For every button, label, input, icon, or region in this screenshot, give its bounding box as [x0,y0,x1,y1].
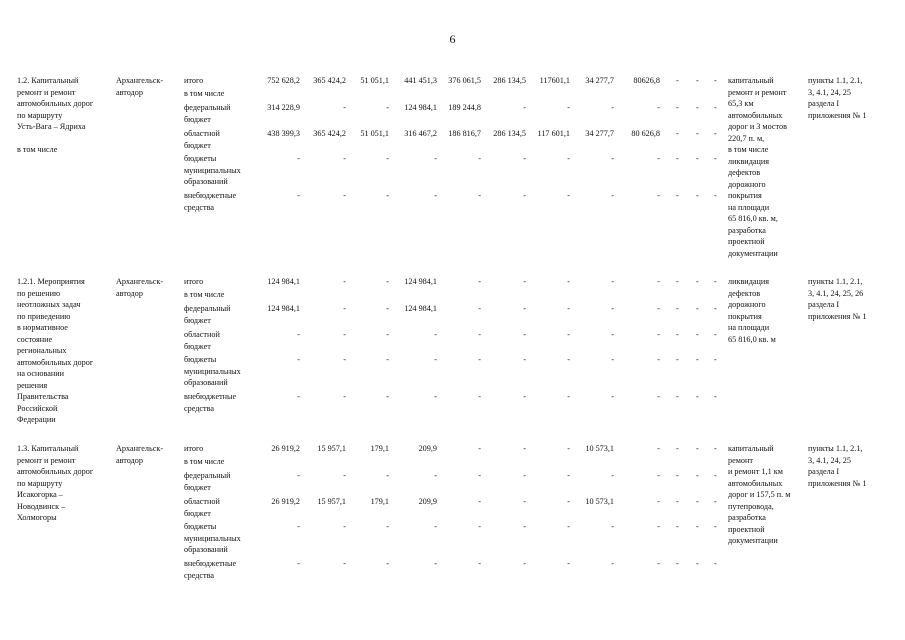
funding-value: - [676,355,679,364]
funding-value: 117 601,1 [537,129,570,138]
funding-value: - [567,522,570,531]
funding-value: 124 984,1 [267,277,300,286]
funding-value: - [523,444,526,453]
funding-source: федеральный бюджет [184,471,231,492]
funding-value: - [343,103,346,112]
funding-value: - [676,559,679,568]
funding-value: - [714,76,717,85]
funding-source: областной бюджет [184,330,220,351]
funding-value: - [696,559,699,568]
funding-value: - [611,559,614,568]
funding-source: итого [184,277,204,286]
funding-value: - [676,103,679,112]
expected-result: капитальный ремонт и ремонт 65,3 км автомобильных дорог и 3 мостов 220,7 п. м, в том числе ликвидация дефектов дорожного покрытия на площади 65 816,0 кв. м, разработка проектной документации [728,76,787,258]
funding-value: - [523,304,526,313]
funding-value: 365 424,2 [313,129,346,138]
funding-value: 80 626,8 [631,129,660,138]
funding-source: бюджеты муниципальных образований [184,355,241,387]
funding-value: - [478,444,481,453]
funding-value: - [611,330,614,339]
funding-value: 124 984,1 [404,277,437,286]
funding-value: - [386,330,389,339]
funding-value: 179,1 [370,444,389,453]
expected-result: ликвидация дефектов дорожного покрытия на площади 65 816,0 кв. м [728,277,776,344]
funding-source: внебюджетные средства [184,559,237,580]
funding-source: итого [184,444,204,453]
funding-value: 124 984,1 [404,304,437,313]
funding-value: - [696,129,699,138]
funding-value: - [567,103,570,112]
funding-value: - [657,471,660,480]
funding-value: - [657,330,660,339]
funding-value: - [696,392,699,401]
funding-value: - [611,191,614,200]
funding-value: 438 399,3 [267,129,300,138]
funding-value: 752 628,2 [267,76,300,85]
funding-value: - [478,497,481,506]
funding-value: - [343,559,346,568]
funding-value: 10 573,1 [585,497,614,506]
funding-value: - [297,191,300,200]
funding-value: - [714,444,717,453]
funding-value: 34 277,7 [585,76,614,85]
funding-value: - [696,471,699,480]
funding-value: - [567,191,570,200]
funding-value: - [567,277,570,286]
funding-value: - [611,103,614,112]
funding-value: 286 134,5 [493,129,526,138]
funding-value: 15 957,1 [317,497,346,506]
funding-value: - [611,355,614,364]
funding-value: - [478,330,481,339]
funding-value: - [696,522,699,531]
funding-value: 286 134,5 [493,76,526,85]
funding-value: - [434,471,437,480]
funding-value: 316 467,2 [404,129,437,138]
funding-value: - [676,392,679,401]
funding-value: - [434,191,437,200]
funding-value: - [657,392,660,401]
funding-value: - [297,471,300,480]
funding-value: - [343,304,346,313]
funding-value: - [567,154,570,163]
funding-value: - [343,471,346,480]
funding-value: - [523,330,526,339]
funding-value: - [611,471,614,480]
funding-value: - [386,559,389,568]
funding-value: - [657,522,660,531]
executor: Архангельск- автодор [116,444,164,465]
funding-value: - [386,191,389,200]
funding-value: - [478,304,481,313]
funding-value: - [434,392,437,401]
funding-value: - [523,154,526,163]
funding-value: - [676,522,679,531]
funding-value: - [696,355,699,364]
funding-value: - [714,471,717,480]
funding-value: - [567,471,570,480]
funding-source: внебюджетные средства [184,392,237,413]
funding-value: - [297,559,300,568]
funding-value: - [523,277,526,286]
funding-value: - [297,355,300,364]
funding-value: 209,9 [418,444,437,453]
funding-value: 441 451,3 [404,76,437,85]
linked-points: пункты 1.1, 2.1, 3, 4.1, 24, 25 раздела I приложения № 1 [808,444,867,488]
funding-source: в том числе [184,89,225,98]
executor: Архангельск- автодор [116,76,164,97]
funding-source: областной бюджет [184,129,220,150]
executor: Архангельск- автодор [116,277,164,298]
funding-value: - [657,103,660,112]
funding-value: - [478,522,481,531]
funding-value: - [523,355,526,364]
funding-value: - [297,154,300,163]
funding-value: - [676,129,679,138]
funding-value: 209,9 [418,497,437,506]
funding-value: - [567,559,570,568]
funding-value: - [696,103,699,112]
funding-value: - [478,191,481,200]
funding-value: - [696,277,699,286]
funding-value: - [386,522,389,531]
funding-value: - [611,154,614,163]
funding-value: - [434,355,437,364]
funding-value: - [676,444,679,453]
funding-value: - [657,497,660,506]
funding-value: - [386,355,389,364]
funding-value: - [611,392,614,401]
funding-value: - [696,191,699,200]
funding-source: бюджеты муниципальных образований [184,522,241,554]
funding-value: - [478,559,481,568]
funding-value: - [434,330,437,339]
funding-value: - [676,154,679,163]
funding-value: - [657,444,660,453]
funding-value: - [434,154,437,163]
funding-value: - [567,355,570,364]
funding-value: 34 277,7 [585,129,614,138]
funding-value: - [343,330,346,339]
funding-value: - [714,392,717,401]
funding-value: 186 816,7 [448,129,481,138]
funding-value: - [567,392,570,401]
funding-value: - [657,154,660,163]
funding-value: - [386,277,389,286]
funding-value: - [611,277,614,286]
funding-value: - [714,355,717,364]
funding-source: федеральный бюджет [184,304,231,325]
funding-value: - [676,497,679,506]
funding-value: - [611,304,614,313]
funding-value: 26 919,2 [271,497,300,506]
funding-value: - [386,103,389,112]
funding-value: - [714,330,717,339]
funding-source: федеральный бюджет [184,103,231,124]
funding-value: - [434,522,437,531]
funding-value: - [657,277,660,286]
funding-value: - [297,522,300,531]
funding-source: в том числе [184,290,225,299]
funding-value: - [386,392,389,401]
funding-value: - [343,191,346,200]
activity-name: 1.2. Капитальный ремонт и ремонт автомобильных дорог по маршруту Усть-Вага – Ядриха в том числе [17,76,94,154]
funding-value: - [676,471,679,480]
funding-value: 314 228,9 [267,103,300,112]
funding-value: - [676,304,679,313]
funding-value: - [696,76,699,85]
funding-value: - [714,277,717,286]
expected-result: капитальный ремонт и ремонт 1,1 км автомобильных дорог и 157,5 п. м путепровода, разработка проектной документации [728,444,791,545]
funding-value: - [523,103,526,112]
funding-value: - [343,355,346,364]
funding-value: - [657,355,660,364]
funding-value: - [523,522,526,531]
funding-value: - [714,129,717,138]
funding-value: - [478,392,481,401]
funding-value: - [434,559,437,568]
funding-value: - [343,154,346,163]
funding-value: 10 573,1 [585,444,614,453]
funding-value: - [696,330,699,339]
funding-value: 124 984,1 [404,103,437,112]
funding-value: - [676,277,679,286]
funding-value: 189 244,8 [448,103,481,112]
funding-value: - [714,304,717,313]
funding-value: 365 424,2 [313,76,346,85]
funding-value: - [478,154,481,163]
funding-value: - [567,444,570,453]
funding-value: - [478,355,481,364]
funding-value: - [478,277,481,286]
activity-name: 1.2.1. Мероприятия по решению неотложных задач по приведению в нормативное состояние региональных автомобильных дорог на основании решения Правительства Российской Федерации [17,277,94,424]
funding-value: 51 051,1 [360,129,389,138]
funding-source: бюджеты муниципальных образований [184,154,241,186]
funding-value: - [567,304,570,313]
funding-value: - [297,392,300,401]
funding-value: 179,1 [370,497,389,506]
linked-points: пункты 1.1, 2.1, 3, 4.1, 24, 25 раздела I приложения № 1 [808,76,867,120]
funding-value: - [714,559,717,568]
funding-source: внебюджетные средства [184,191,237,212]
funding-value: - [386,154,389,163]
funding-value: - [343,392,346,401]
funding-value: - [386,471,389,480]
funding-value: 117601,1 [539,76,570,85]
funding-value: 376 061,5 [448,76,481,85]
funding-value: - [714,497,717,506]
funding-value: 124 984,1 [267,304,300,313]
funding-value: - [567,330,570,339]
linked-points: пункты 1.1, 2.1, 3, 4.1, 24, 25, 26 раздела I приложения № 1 [808,277,867,321]
funding-value: - [611,522,614,531]
funding-value: - [657,191,660,200]
funding-value: - [696,497,699,506]
funding-value: - [567,497,570,506]
funding-value: - [676,330,679,339]
funding-value: - [523,392,526,401]
funding-value: - [714,154,717,163]
funding-value: - [696,154,699,163]
funding-value: 80626,8 [633,76,660,85]
funding-value: 15 957,1 [317,444,346,453]
funding-value: - [714,103,717,112]
funding-value: - [714,522,717,531]
page-number: 6 [449,32,456,46]
funding-value: - [696,444,699,453]
funding-value: - [676,76,679,85]
funding-value: - [714,191,717,200]
funding-value: - [657,304,660,313]
funding-value: - [696,304,699,313]
funding-value: - [657,559,660,568]
funding-source: итого [184,76,204,85]
funding-value: - [297,330,300,339]
funding-value: - [523,497,526,506]
funding-value: 51 051,1 [360,76,389,85]
funding-value: - [523,559,526,568]
funding-value: 26 919,2 [271,444,300,453]
activity-name: 1.3. Капитальный ремонт и ремонт автомобильных дорог по маршруту Исакогорка – Новодвинск – Холмогоры [17,444,94,522]
funding-value: - [523,191,526,200]
funding-value: - [386,304,389,313]
funding-source: в том числе [184,457,225,466]
funding-source: областной бюджет [184,497,220,518]
funding-value: - [343,277,346,286]
funding-value: - [343,522,346,531]
funding-value: - [676,191,679,200]
funding-value: - [523,471,526,480]
funding-value: - [478,471,481,480]
